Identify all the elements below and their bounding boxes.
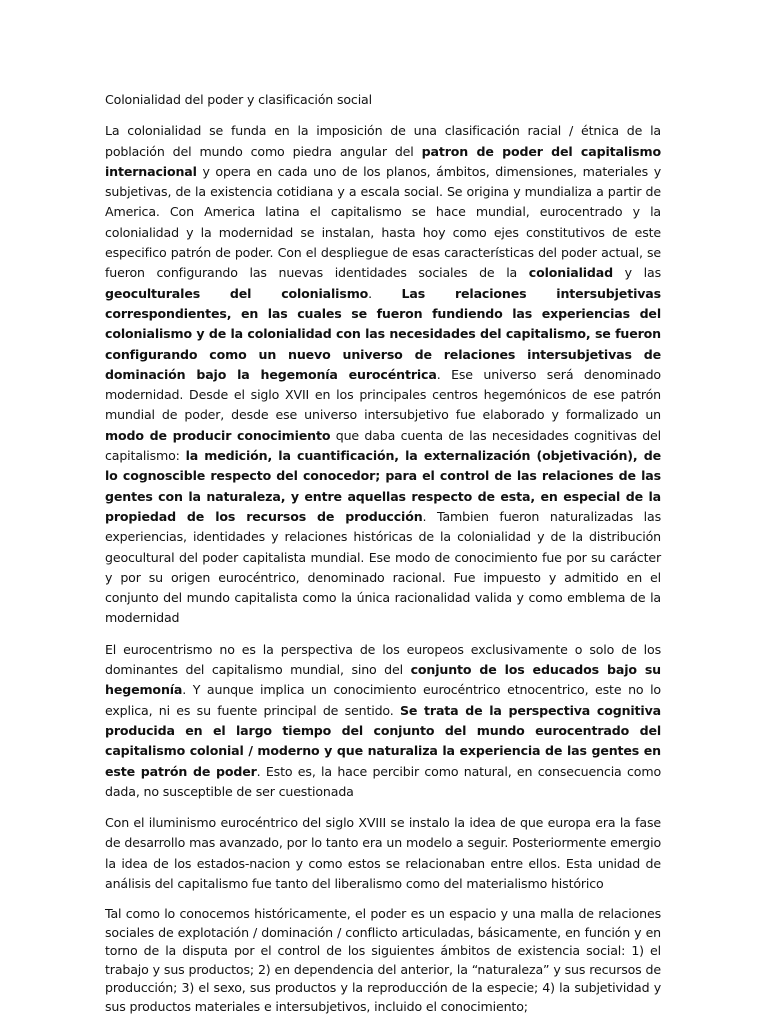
document-page [105,90,661,1027]
text-run: La colonialidad se funda en la imposición de una clasificación racial / étnica de la población del mundo como piedra angular del [105,123,661,159]
text-run: . Esto es, la hace percibir como natural, en consecuencia como dada, no susceptible de ser cuestionada [105,763,661,799]
text-run: que daba cuenta de las necesidades cognitivas del capitalismo: [105,427,661,464]
paragraph-2 [105,640,661,802]
text-run: . Ese universo será denominado modernidad. Desde el siglo XVII en los principales centros hegemónicos de ese patrón mundial de poder, desde ese universo intersubjetivo fue elaborado y formalizado un [105,366,661,423]
text-run: Tal como lo conocemos históricamente, el poder es un espacio y una malla de relaciones sociales de explotación / dominación / conflicto articuladas, básicamente, en función y en torno de la disputa por el control de los siguientes ámbitos de existencia social: 1) el trabajo y sus productos; 2) en dependencia del anterior, la “naturaleza” y sus recursos de producción; 3) el sexo, sus productos y la reproducción de la especie; 4) la subjetividad y sus productos materiales e intersubjetivos, incluido el conocimiento; [105,906,661,1014]
bold-text-run: colonialidad [528,265,614,281]
paragraph-3 [105,813,661,894]
bold-text-run: conjunto de los educados bajo su hegemonía [105,662,661,698]
bold-text-run: modo de producir conocimiento [105,427,331,443]
text-run: . Tambien fueron naturalizadas las experiencias, identidades y relaciones históricas de la colonialidad y de la distribución geocultural del poder capitalista mundial. Ese modo de conocimiento fue por su carácter y por su origen eurocéntrico, denominado racional. Fue impuesto y admitido en el conjunto del mundo capitalista como la única racionalidad valida y como emblema de la modernidad [105,508,661,626]
text-run: . [368,285,402,301]
text-run: y las [613,265,661,281]
text-run: y opera en cada uno de los planos, ámbitos, dimensiones, materiales y subjetivas, de la existencia cotidiana y a escala social. Se origina y mundializa a partir de America. Con America latina el capitalismo se hace mundial, eurocentrado y la colonialidad y la modernidad se instalan, hasta hoy como ejes constitutivos de este especifico patrón de poder. Con el despliegue de esas características del poder actual, se fueron configurando las nuevas identidades sociales de la [105,163,661,281]
text-run: Con el iluminismo eurocéntrico del siglo XVIII se instalo la idea de que europa era la fase de desarrollo mas avanzado, por lo tanto era un modelo a seguir. Posteriormente emergio la idea de los estados-nacion y como estos se relacionaban entre ellos. Esta unidad de análisis del capitalismo fue tanto del liberalismo como del materialismo histórico [105,815,661,891]
bold-text-run: Las relaciones intersubjetivas correspondientes, en las cuales se fueron fundiendo las experiencias del colonialismo y de la colonialidad con las necesidades del capitalismo, se fueron configurando como un nuevo universo de relaciones intersubjetivas de dominación bajo la hegemonía eurocéntrica [105,285,661,382]
bold-text-run: geoculturales del colonialismo [105,285,369,301]
bold-text-run: la medición, la cuantificación, la externalización (objetivación), de lo cognoscible respecto del conocedor; para el control de las relaciones de las gentes con la naturaleza, y entre aquellas respecto de esta, en especial de la propiedad de los recursos de producción [105,448,661,524]
document-title: Colonialidad del poder y clasificación social [105,92,372,107]
bold-text-run: patron de poder del capitalismo internacional [105,143,662,179]
paragraph-4 [105,905,661,1016]
text-run: El eurocentrismo no es la perspectiva de los europeos exclusivamente o solo de los dominantes del capitalismo mundial, sino del [105,641,661,678]
text-run: . Y aunque implica un conocimiento eurocéntrico etnocentrico, este no lo explica, ni es su fuente principal de sentido. [105,682,661,718]
paragraph-1 [105,121,661,628]
bold-text-run: Se trata de la perspectiva cognitiva producida en el largo tiempo del conjunto del mundo eurocentrado del capitalismo colonial / moderno y que naturaliza la experiencia de las gentes en este patrón de poder [105,702,661,779]
